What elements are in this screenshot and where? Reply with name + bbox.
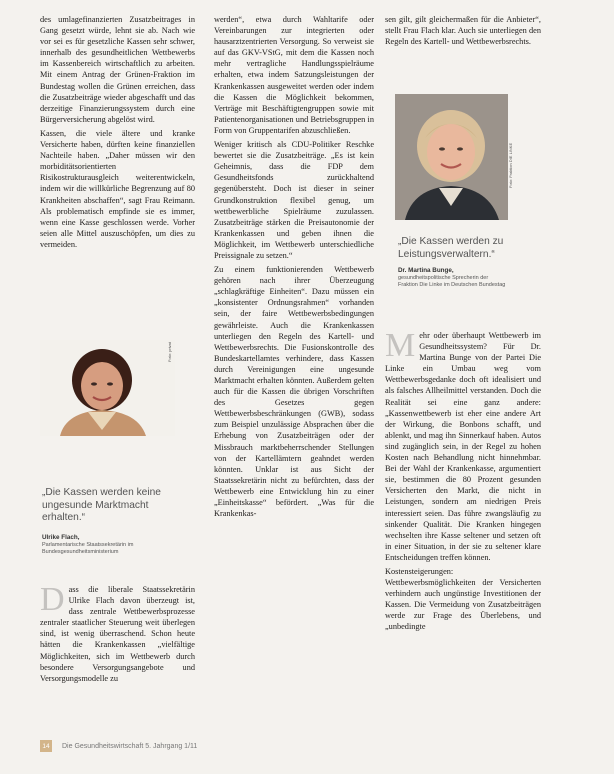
section-intro xyxy=(385,327,541,633)
photo-credit: Foto: privat xyxy=(167,341,172,362)
drop-cap: M xyxy=(385,327,416,364)
pull-quote: „Die Kassen werden keine ungesunde Marktmacht erhalten.“ xyxy=(42,487,161,524)
page-footer xyxy=(40,740,197,752)
paragraph: Zu einem funktionierenden Wettbewerb gehören nach ihrer Überzeugung „schlagkräftige Einheiten“. Dazu müssen ein „konsistenter Ordnungsrahmen“ vorhanden sein, der faire Wettbewerbsbedingungen gewährleiste. Auch die Krankenkassen unterliegen den Regeln des Kartell- und Wettbewerbsrechts. Die Fusionskontrolle des Bundeskartellamtes verhindere, dass Kassen durch Vereinigungen eine ungesunde Marktmacht erhalten könnten. Außerdem gelten auch für die Kassen die übrigen Vorschriften des Gesetzes gegen Wettbewerbsbeschränkungen (GWB), sodass zum Beispiel unzulässige Absprachen über die Erhebung von Zusatzbeiträgen oder der Missbrauch marktbeherrschender Stellungen von der Kartellämtern geahndet werden könnten. Unklar ist aus Sicht der Staatssekretärin nicht zu befürchten, dass der Wettbewerb eine Entwicklung hin zu einer „Einheitskasse“ befördert. „Was für die Krankenkas- xyxy=(214,265,374,519)
portrait-photo-flach xyxy=(40,340,175,436)
publication-title: Die Gesundheitswirtschaft 5. Jahrgang 1/11 xyxy=(62,742,198,750)
portrait-photo-bunge xyxy=(395,94,508,220)
paragraph: werden“, etwa durch Wahltarife oder Vereinbarungen zur integrierten oder hausarztzentrierten Versorgung. So verweist sie auf das GKV-VStG, mit dem die Kassen noch mehr vertragliche Handlungsspielräume erhalten, etwa indem Satzungsleistungen der Krankenkassen ausgeweitet werden oder indem die Kassen die Möglichkeit bekommen, Verträge mit Beschäftigtengruppen sowie mit Patientenorganisationen und Betriebsgruppen in Form von Gruppentarifen abzuschließen. xyxy=(214,15,374,135)
quote-author: Dr. Martina Bunge, xyxy=(398,267,454,274)
paragraph: ehr oder überhaupt Wettbewerb im Gesundheitssystem? Für Dr. Martina Bunge von der Partei Die Linke ein Umbau weg vom Wettbewerbsgedanke doch oft idealisiert und als falsches Allheilmittel verstanden. Doch die Realität sei eine ganz andere: „Kassenwettbewerb ist eher eine andere Art der Wirkung, die Bonbons schafft, und ablenkt, und mag ihn Sinnerkauf haben. Autos sind zugänglich sein, in der Regel zu hohen Kosten nach Behandlung nicht hinnehmbar. Bei der Wahl der Krankenkasse, argumentiert sie, bestimmen die 80 Prozent gesunden Versicherten den Markt, die nicht in Leistungen, sondern am niedrigen Preis interessiert seien. Das führe zwangsläufig zu sinkender Qualität. Die Kranken hingegen wechselten ihre Kasse seltener und setzen oft in einer Situation, in der sie zu seltener klare Entscheidungen treffen können. xyxy=(385,331,541,562)
quote-author: Ulrike Flach, xyxy=(42,534,80,541)
section-intro xyxy=(40,581,195,684)
paragraph: Kostensteigerungen: Wettbewerbsmöglichkeiten der Versicherten verhindern auch ungünstige Investitionen der Kassen. Die Vermeidung von Zusatzbeiträgen werde zur Frage des Überlebens, und „unbedingte xyxy=(385,566,541,632)
paragraph: des umlagefinanzierten Zusatzbeitrages in Gang gesetzt würde, lehnt sie ab. Nach wie vor sei es für gesetzliche Kassen sehr schwer, innerhalb des gesundheitlichen Wettbewerbs im Kassenbereich wirtschaftlich zu arbeiten. Mit einem Antrag der Grünen-Fraktion im Bundestag wollen die Grünen erreichen, dass die Zusatzbeiträge wieder abgeschafft und das derzeitige Finanzierungssystem durch eine Bürgerversicherung abgelöst wird. xyxy=(40,15,195,124)
paragraph: Weniger kritisch als CDU-Politiker Reschke bewertet sie die Zusatzbeiträge. „Es ist kein Geheimnis, dass die FDP dem Gesundheitsfonds zurückhaltend gegenübersteht. Doch ist dieser in seiner Grundkonstruktion flexibel genug, um wettbewerbliche Spielräume zuzulassen. Zusatzbeiträge stärken die Preisautonomie der Krankenkassen und geben ihnen die Möglichkeit, im Wettbewerb unterschiedliche Preissignale zu setzen.“ xyxy=(214,140,374,260)
pull-quote: „Die Kassen werden zu Leistungsverwaltern.“ xyxy=(398,236,504,260)
drop-cap: D xyxy=(40,581,65,618)
text-column-1 xyxy=(40,14,195,253)
paragraph: Kassen, die viele ältere und kranke Versicherte haben, dürften keine finanziellen Nachteile haben. „Daher müssen wir den morbiditätsorientierten Risikostrukturausgleich weiterentwickeln, indem wir die willkürliche Begrenzung auf 80 Krankheiten abschaffen“, sagt Frau Reimann. Als problematisch empfinde sie es immer, wenn eine Kasse geschlossen werde. Vorher seien alle Mittel auszuschöpfen, um dies zu vermeiden. xyxy=(40,128,195,249)
paragraph: sen gilt, gilt gleichermaßen für die Anbieter“, stellt Frau Flach klar. Auch sie unterliegen den Regeln des Kartell- und Wettbewerbsrechts. xyxy=(385,15,541,47)
quote-author-title: Parlamentarische Staatssekretärin im Bundesgesundheitsministerium xyxy=(42,542,134,555)
paragraph: ass die liberale Staatssekretärin Ulrike Flach davon überzeugt ist, dass zentrale Wettbewerbsprozesse zentraler staatlicher Steuerung weit überlegen sind, ist wenig überraschend. Schon heute hätten die Krankenkassen „vielfältige Möglichkeiten, sich im Wettbewerb durch besondere Versorgungsangebote und Versorgungsmodelle zu xyxy=(40,585,195,683)
text-column-3 xyxy=(385,14,541,50)
quote-author-title: gesundheitspolitische Sprecherin der Fraktion Die Linke im Deutschen Bundestag xyxy=(398,275,506,288)
page-number: 14 xyxy=(40,740,52,752)
text-column-2 xyxy=(214,14,374,522)
photo-credit: Foto: Fraktion DIE LINKE xyxy=(508,142,513,188)
